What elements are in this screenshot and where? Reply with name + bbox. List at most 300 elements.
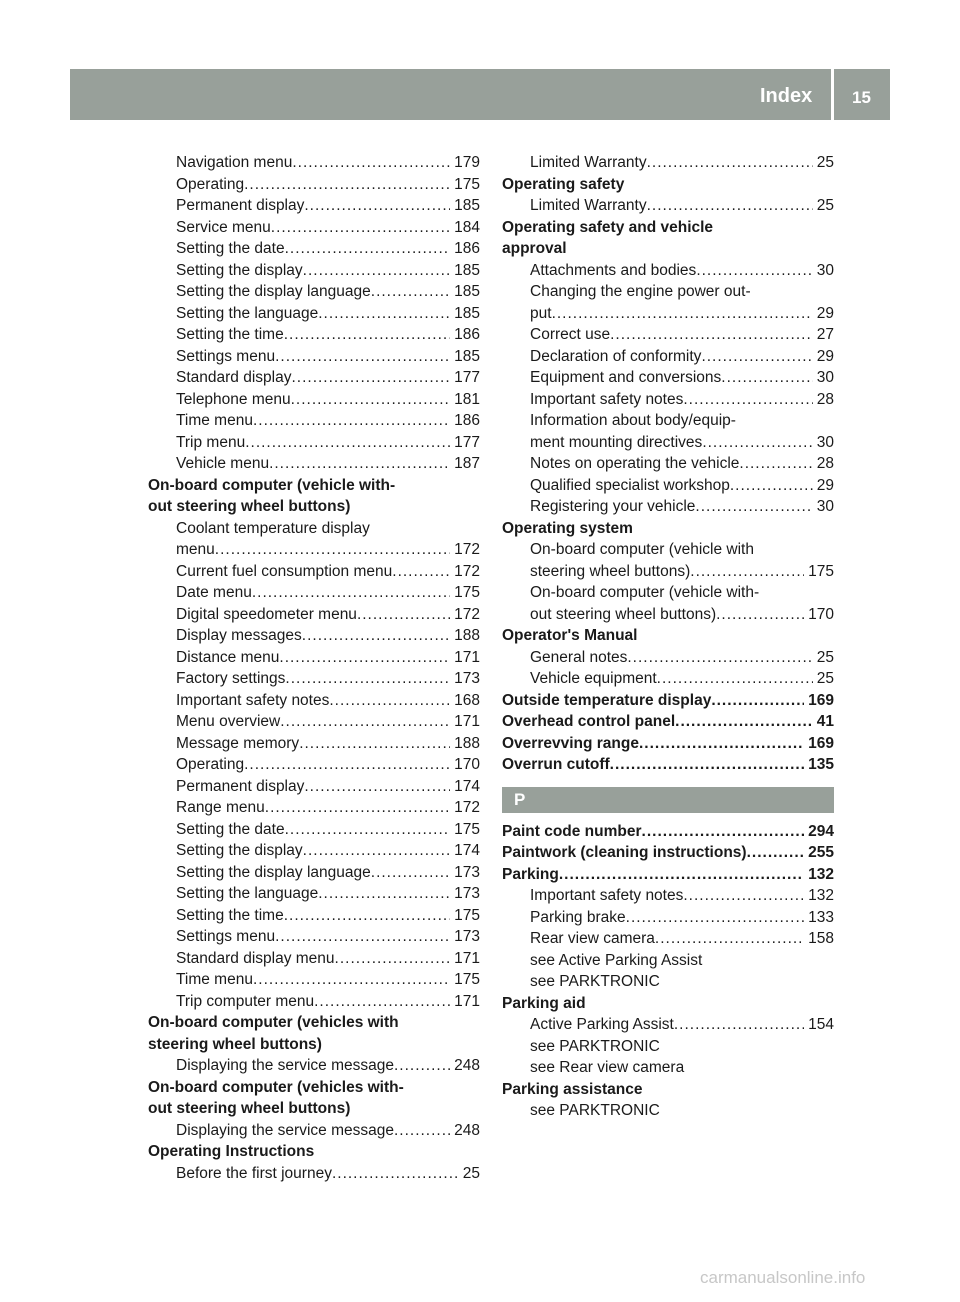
- entry-text: On-board computer (vehicles with: [148, 1014, 399, 1031]
- index-subentry: [502, 195, 834, 217]
- index-entry: [502, 174, 834, 196]
- index-entry: [502, 821, 834, 843]
- dot-leader: [271, 217, 450, 239]
- index-entry: [502, 238, 834, 260]
- page-reference: 172: [454, 799, 480, 816]
- entry-text: Setting the display: [176, 842, 303, 859]
- index-subentry: [502, 1057, 834, 1079]
- dot-leader: [299, 733, 450, 755]
- page-reference: 30: [816, 261, 834, 279]
- index-subentry: [502, 410, 834, 432]
- dot-leader: [291, 367, 450, 389]
- entry-text: On-board computer (vehicle with-: [148, 476, 396, 494]
- entry-text: approval: [502, 240, 567, 257]
- page-reference: 175: [454, 971, 480, 988]
- page-reference: 30: [816, 498, 834, 515]
- dot-leader: [303, 840, 450, 862]
- dot-leader: [371, 281, 450, 303]
- page-reference: 184: [454, 218, 480, 236]
- page-reference: 173: [454, 928, 480, 945]
- entry-text: out steering wheel buttons): [530, 605, 717, 623]
- entry-text: Displaying the service message: [176, 1057, 394, 1074]
- entry-text: see PARKTRONIC: [530, 973, 660, 990]
- dot-leader: [696, 260, 812, 282]
- entry-text: Important safety notes: [176, 691, 330, 709]
- dot-leader: [626, 907, 804, 929]
- index-subentry: [148, 324, 480, 346]
- entry-text: Setting the date: [176, 240, 285, 257]
- index-subentry: [148, 303, 480, 325]
- index-subentry: [148, 797, 480, 819]
- index-subentry: [502, 907, 834, 929]
- page-reference: 170: [454, 756, 480, 773]
- page-reference: 175: [454, 584, 480, 601]
- page-reference: 255: [808, 844, 834, 861]
- dot-leader: [253, 969, 450, 991]
- index-subentry: [148, 604, 480, 626]
- index-subentry: [148, 260, 480, 282]
- page-reference: 186: [454, 412, 480, 429]
- dot-leader: [329, 690, 450, 712]
- index-subentry: [148, 883, 480, 905]
- index-subentry: [148, 389, 480, 411]
- header-divider: [831, 69, 834, 120]
- entry-text: Registering your vehicle: [530, 498, 696, 515]
- entry-text: Standard display: [176, 369, 292, 386]
- entry-text: Current fuel consumption menu: [176, 562, 393, 580]
- index-subentry: [502, 950, 834, 972]
- index-subentry: [502, 453, 834, 475]
- index-entry: [502, 518, 834, 540]
- dot-leader: [721, 367, 812, 389]
- page-reference: 171: [454, 949, 480, 967]
- page-reference: 27: [816, 326, 834, 343]
- entry-text: Displaying the service message: [176, 1121, 394, 1139]
- index-subentry: [148, 776, 480, 798]
- index-entry: [148, 1012, 480, 1034]
- page-reference: 168: [454, 691, 480, 709]
- dot-leader: [275, 346, 450, 368]
- page-reference: 133: [808, 908, 834, 926]
- index-entry: [148, 1141, 480, 1163]
- index-subentry: [148, 711, 480, 733]
- index-subentry: [502, 1100, 834, 1122]
- entry-text: Settings menu: [176, 928, 276, 945]
- entry-text: Navigation menu: [176, 154, 293, 171]
- index-group-p: [502, 821, 834, 1122]
- page-reference: 41: [816, 713, 834, 730]
- entry-text: General notes: [530, 648, 628, 666]
- index-subentry: [148, 668, 480, 690]
- dot-leader: [730, 475, 813, 497]
- entry-text: Menu overview: [176, 713, 281, 730]
- page-reference: 175: [808, 562, 834, 580]
- entry-text: Parking aid: [502, 994, 586, 1012]
- page-reference: 25: [816, 197, 834, 214]
- dot-leader: [280, 711, 450, 733]
- page-reference: 172: [454, 562, 480, 580]
- index-subentry: [148, 281, 480, 303]
- index-subentry: [502, 152, 834, 174]
- page-reference: 175: [454, 820, 480, 838]
- dot-leader: [690, 561, 804, 583]
- entry-text: see PARKTRONIC: [530, 1037, 660, 1055]
- index-subentry: [148, 926, 480, 948]
- entry-text: Setting the display language: [176, 863, 371, 881]
- dot-leader: [739, 453, 812, 475]
- index-subentry: [148, 690, 480, 712]
- page-reference: 294: [808, 822, 834, 840]
- page-reference: 29: [816, 476, 834, 494]
- dot-leader: [610, 754, 804, 776]
- entry-text: Outside temperature display: [502, 691, 712, 709]
- dot-leader: [215, 539, 450, 561]
- dot-leader: [701, 346, 812, 368]
- page-reference: 173: [454, 863, 480, 881]
- index-entry: [148, 1098, 480, 1120]
- entry-text: Overrevving range: [502, 734, 639, 752]
- dot-leader: [335, 948, 451, 970]
- index-subentry: [502, 389, 834, 411]
- dot-leader: [394, 1120, 450, 1142]
- page-reference: 187: [454, 455, 480, 472]
- index-subentry: [148, 819, 480, 841]
- dot-leader: [695, 496, 812, 518]
- index-subentry: [502, 346, 834, 368]
- dot-leader: [683, 885, 804, 907]
- entry-text: Operating: [176, 175, 245, 193]
- dot-leader: [244, 754, 450, 776]
- index-subentry: [148, 991, 480, 1013]
- dot-leader: [265, 797, 450, 819]
- index-entry: [502, 733, 834, 755]
- entry-text: On-board computer (vehicle with: [530, 541, 754, 558]
- index-subentry: [148, 217, 480, 239]
- index-subentry: [502, 539, 834, 561]
- page-reference: 185: [454, 197, 480, 214]
- entry-text: Time menu: [176, 412, 253, 429]
- page-reference: 132: [808, 887, 834, 904]
- page-reference: 169: [808, 691, 834, 709]
- index-subentry: [148, 1163, 480, 1185]
- entry-text: put: [530, 304, 552, 322]
- dot-leader: [285, 668, 450, 690]
- dot-leader: [302, 625, 450, 647]
- entry-text: Limited Warranty: [530, 154, 647, 171]
- page-reference: 25: [816, 648, 834, 666]
- page-title: Index: [760, 85, 813, 107]
- entry-text: Overrun cutoff: [502, 756, 610, 773]
- dot-leader: [253, 410, 450, 432]
- entry-text: On-board computer (vehicle with-: [530, 584, 760, 601]
- index-subentry: [502, 281, 834, 303]
- dot-leader: [747, 842, 805, 864]
- entry-text: Coolant temperature display: [176, 519, 370, 537]
- page-reference: 30: [816, 369, 834, 386]
- index-subentry: [502, 324, 834, 346]
- entry-text: Parking: [502, 865, 559, 883]
- entry-text: Digital speedometer menu: [176, 605, 357, 623]
- page-reference: 185: [454, 347, 480, 365]
- dot-leader: [683, 389, 812, 411]
- page-reference: 175: [454, 175, 480, 193]
- index-subentry: [502, 1014, 834, 1036]
- index-entry: [502, 864, 834, 886]
- dot-leader: [552, 303, 813, 325]
- entry-text: Vehicle menu: [176, 455, 270, 472]
- index-subentry: [148, 346, 480, 368]
- dot-leader: [716, 604, 804, 626]
- index-subentry: [148, 367, 480, 389]
- index-subentry: [502, 971, 834, 993]
- index-subentry: [502, 647, 834, 669]
- index-entry: [502, 217, 834, 239]
- entry-text: Changing the engine power out-: [530, 283, 751, 300]
- dot-leader: [674, 1014, 804, 1036]
- entry-text: Setting the display language: [176, 283, 371, 300]
- page-reference: 158: [808, 930, 834, 947]
- index-entry: [502, 1079, 834, 1101]
- entry-text: Setting the language: [176, 304, 319, 322]
- dot-leader: [647, 195, 813, 217]
- dot-leader: [292, 152, 450, 174]
- index-subentry: [502, 367, 834, 389]
- index-subentry: [148, 1120, 480, 1142]
- page-reference: 186: [454, 326, 480, 343]
- index-subentry: [148, 539, 480, 561]
- index-subentry: [148, 561, 480, 583]
- entry-text: Setting the language: [176, 885, 319, 902]
- page-reference: 248: [454, 1121, 480, 1139]
- index-column-left: [148, 152, 480, 1184]
- index-subentry: [148, 905, 480, 927]
- entry-text: Equipment and conversions: [530, 369, 722, 386]
- dot-leader: [318, 303, 450, 325]
- dot-leader: [245, 432, 450, 454]
- entry-text: Limited Warranty: [530, 197, 647, 214]
- entry-text: Setting the time: [176, 906, 284, 924]
- entry-text: Permanent display: [176, 777, 305, 795]
- dot-leader: [275, 926, 450, 948]
- index-subentry: [148, 432, 480, 454]
- page-reference: 171: [454, 713, 480, 730]
- page-reference: 185: [454, 261, 480, 279]
- dot-leader: [318, 883, 450, 905]
- page-reference: 181: [454, 390, 480, 408]
- page-reference: 174: [454, 777, 480, 795]
- entry-text: Active Parking Assist: [530, 1016, 674, 1033]
- page-reference: 171: [454, 992, 480, 1010]
- entry-text: out steering wheel buttons): [148, 498, 351, 515]
- index-entry: [502, 625, 834, 647]
- page-reference: 170: [808, 605, 834, 623]
- page-reference: 171: [454, 648, 480, 666]
- dot-leader: [702, 432, 812, 454]
- index-subentry: [148, 238, 480, 260]
- entry-text: Setting the display: [176, 261, 303, 279]
- index-subentry: [502, 668, 834, 690]
- index-entry: [502, 842, 834, 864]
- dot-leader: [610, 324, 813, 346]
- index-entry: [502, 993, 834, 1015]
- section-header-p: P: [502, 787, 834, 813]
- dot-leader: [252, 582, 450, 604]
- entry-text: Distance menu: [176, 648, 280, 666]
- index-subentry: [148, 410, 480, 432]
- dot-leader: [284, 905, 450, 927]
- entry-text: Important safety notes: [530, 390, 684, 408]
- dot-leader: [655, 928, 804, 950]
- dot-leader: [332, 1163, 459, 1185]
- page-reference: 188: [454, 734, 480, 752]
- page-reference: 179: [454, 154, 480, 171]
- page-reference: 188: [454, 627, 480, 644]
- index-group-o: [502, 152, 834, 776]
- entry-text: Date menu: [176, 584, 252, 601]
- entry-text: Correct use: [530, 326, 611, 343]
- entry-text: Overhead control panel: [502, 713, 676, 730]
- dot-leader: [559, 864, 804, 886]
- dot-leader: [279, 647, 450, 669]
- page-reference: 30: [816, 433, 834, 451]
- dot-leader: [675, 711, 813, 733]
- entry-text: Settings menu: [176, 347, 276, 365]
- index-entry: [148, 1034, 480, 1056]
- entry-text: Declaration of conformity: [530, 347, 702, 365]
- dot-leader: [371, 862, 450, 884]
- page-reference: 185: [454, 283, 480, 300]
- dot-leader: [639, 733, 804, 755]
- entry-text: Trip menu: [176, 433, 246, 451]
- page-number: 15: [852, 88, 871, 107]
- dot-leader: [711, 690, 804, 712]
- dot-leader: [657, 668, 813, 690]
- page-reference: 132: [808, 865, 834, 883]
- entry-text: out steering wheel buttons): [148, 1100, 351, 1117]
- entry-text: Paint code number: [502, 822, 642, 840]
- dot-leader: [314, 991, 450, 1013]
- page-reference: 173: [454, 885, 480, 902]
- page-reference: 173: [454, 670, 480, 687]
- index-entry: [502, 690, 834, 712]
- page-reference: 177: [454, 369, 480, 386]
- index-subentry: [148, 582, 480, 604]
- entry-text: Message memory: [176, 734, 300, 752]
- index-subentry: [148, 195, 480, 217]
- index-entry: [148, 475, 480, 497]
- index-subentry: [502, 928, 834, 950]
- index-subentry: [148, 733, 480, 755]
- entry-text: Permanent display: [176, 197, 305, 214]
- entry-text: Operating system: [502, 519, 633, 537]
- index-subentry: [148, 1055, 480, 1077]
- page-reference: 175: [454, 906, 480, 924]
- index-entry: [148, 496, 480, 518]
- entry-text: Standard display menu: [176, 949, 335, 967]
- page-reference: 186: [454, 240, 480, 257]
- entry-text: Operating: [176, 756, 245, 773]
- entry-text: Important safety notes: [530, 887, 684, 904]
- dot-leader: [357, 604, 450, 626]
- entry-text: Display messages: [176, 627, 302, 644]
- dot-leader: [244, 174, 450, 196]
- index-subentry: [148, 518, 480, 540]
- entry-text: Setting the time: [176, 326, 284, 343]
- dot-leader: [285, 819, 451, 841]
- entry-text: Range menu: [176, 799, 265, 816]
- watermark: carmanualsonline.info: [700, 1268, 866, 1287]
- entry-text: Attachments and bodies: [530, 261, 697, 279]
- dot-leader: [304, 195, 450, 217]
- index-entry: [148, 1077, 480, 1099]
- entry-text: Service menu: [176, 218, 271, 236]
- dot-leader: [284, 324, 450, 346]
- dot-leader: [627, 647, 812, 669]
- entry-text: steering wheel buttons): [530, 562, 691, 580]
- entry-text: Setting the date: [176, 820, 285, 838]
- dot-leader: [291, 389, 451, 411]
- page-reference: 172: [454, 605, 480, 623]
- dot-leader: [303, 260, 450, 282]
- page-reference: 28: [816, 455, 834, 472]
- entry-text: ment mounting directives: [530, 433, 703, 451]
- dot-leader: [394, 1055, 450, 1077]
- page-reference: 135: [808, 756, 834, 773]
- page-reference: 177: [454, 433, 480, 451]
- index-subentry: [148, 948, 480, 970]
- page-reference: 174: [454, 842, 480, 859]
- dot-leader: [285, 238, 451, 260]
- entry-text: see Rear view camera: [530, 1059, 685, 1076]
- index-subentry: [502, 475, 834, 497]
- index-entry: [502, 711, 834, 733]
- entry-text: Time menu: [176, 971, 253, 988]
- index-subentry: [502, 260, 834, 282]
- index-subentry: [148, 754, 480, 776]
- dot-leader: [269, 453, 450, 475]
- entry-text: Operating Instructions: [148, 1143, 315, 1160]
- entry-text: Trip computer menu: [176, 992, 315, 1010]
- entry-text: Parking assistance: [502, 1080, 643, 1098]
- entry-text: Before the first journey: [176, 1164, 332, 1182]
- entry-text: On-board computer (vehicles with-: [148, 1078, 404, 1096]
- entry-text: Notes on operating the vehicle: [530, 455, 740, 472]
- page-reference: 25: [816, 670, 834, 687]
- page-reference: 248: [454, 1057, 480, 1074]
- index-subentry: [502, 432, 834, 454]
- page-reference: 25: [816, 154, 834, 171]
- entry-text: menu: [176, 541, 215, 558]
- entry-text: Qualified specialist workshop: [530, 476, 730, 494]
- index-subentry: [148, 453, 480, 475]
- entry-text: Telephone menu: [176, 390, 291, 408]
- index-subentry: [502, 561, 834, 583]
- page-reference: 185: [454, 304, 480, 322]
- entry-text: Parking brake: [530, 908, 626, 926]
- dot-leader: [647, 152, 813, 174]
- entry-text: Information about body/equip-: [530, 412, 736, 429]
- page-reference: 169: [808, 734, 834, 752]
- entry-text: Operating safety: [502, 175, 625, 193]
- index-subentry: [148, 969, 480, 991]
- entry-text: Paintwork (cleaning instructions): [502, 844, 747, 861]
- entry-text: see PARKTRONIC: [530, 1102, 660, 1119]
- index-subentry: [148, 152, 480, 174]
- page-reference: 28: [816, 390, 834, 408]
- page-reference: 29: [816, 347, 834, 365]
- index-subentry: [502, 582, 834, 604]
- entry-text: Operating safety and vehicle: [502, 218, 714, 236]
